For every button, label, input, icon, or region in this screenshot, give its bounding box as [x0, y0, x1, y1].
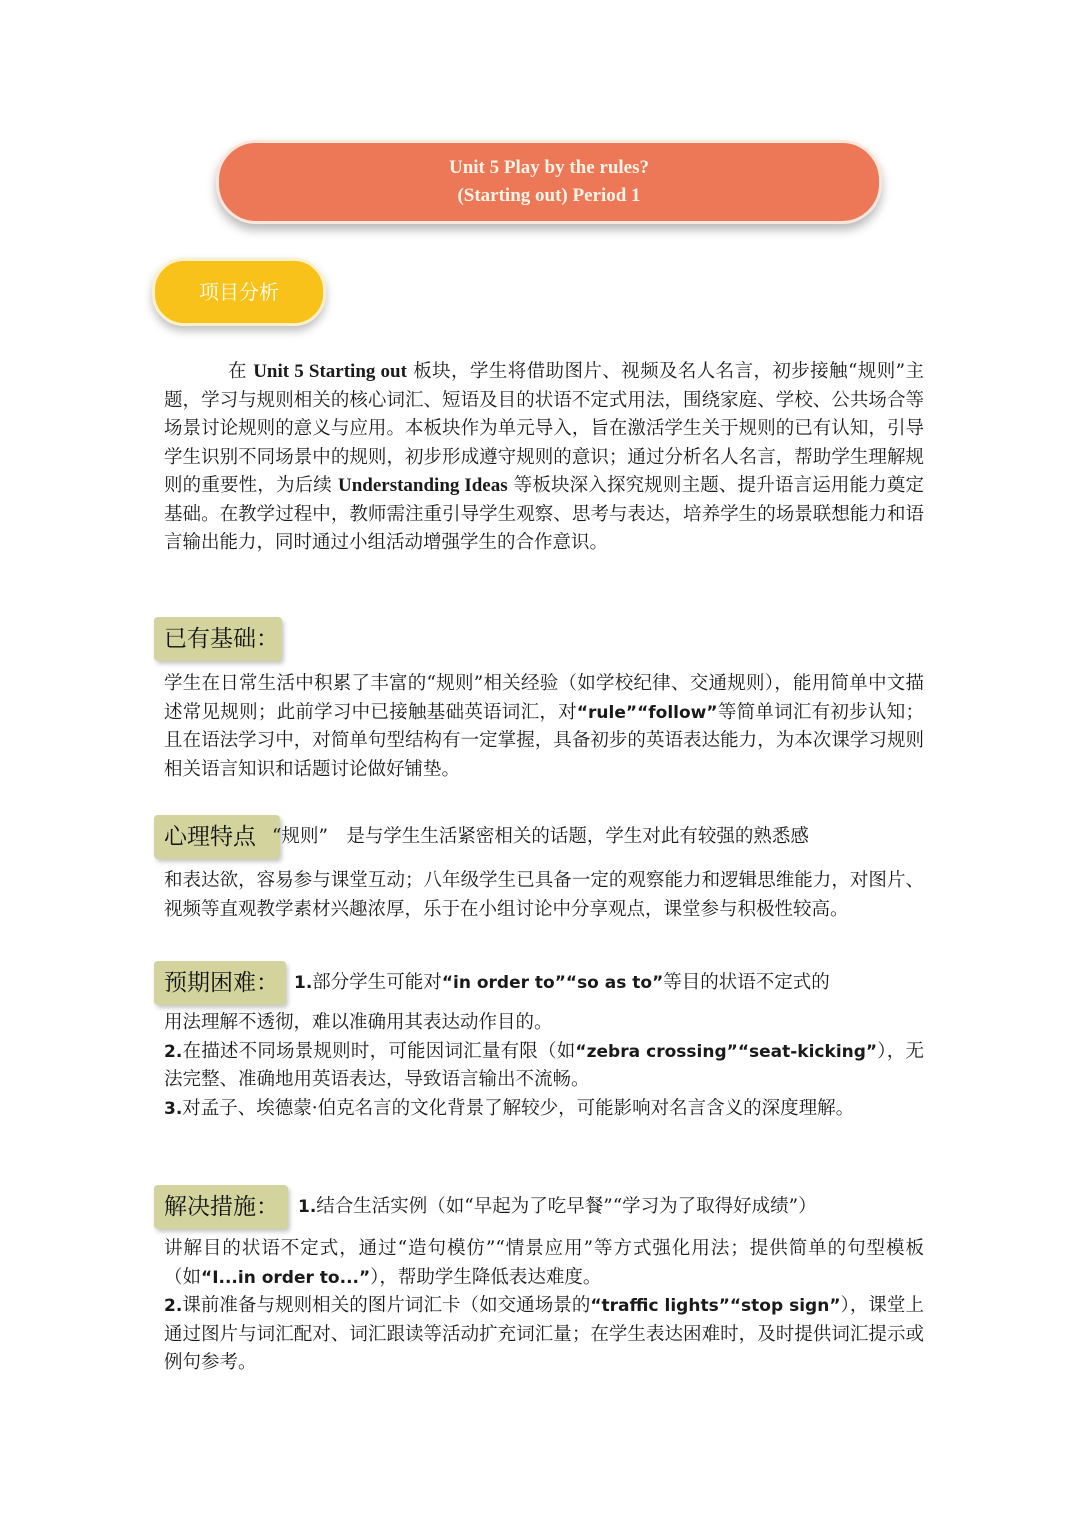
difficulty-heading: 预期困难：: [154, 961, 286, 1005]
basis-quote-follow: “follow”: [637, 702, 718, 723]
difficulty-quote-in-order-to: “in order to”: [441, 973, 566, 993]
basis-text-1: 学生在日常生活中积累了丰富的“规则”相关经验（如学校纪律、交通规则），能用简单中文描述常见规则；此前学习中已接触基础英语词汇，对: [164, 673, 924, 723]
solution-heading: 解决措施：: [154, 1185, 288, 1229]
psych-line-1: “规则” 是与学生生活紧密相关的话题，学生对此有较强的熟悉感: [272, 826, 809, 847]
solution-item-2: [164, 1292, 924, 1378]
solution-quote-traffic-lights: “traffic lights”: [590, 1296, 730, 1316]
basis-heading: 已有基础：: [154, 617, 282, 661]
solution-text-1b: 讲解目的状语不定式，通过“造句模仿”“情景应用”等方式强化用法；提供简单的句型模板（如: [164, 1238, 924, 1288]
solution-item-1-rest: [164, 1235, 924, 1292]
difficulty-num-1: 1.: [294, 973, 313, 993]
difficulty-paragraph: [164, 1009, 924, 1123]
psych-paragraph: 和表达欲，容易参与课堂互动；八年级学生已具备一定的观察能力和逻辑思维能力，对图片、视频等直观教学素材兴趣浓厚，乐于在小组讨论中分享观点，课堂参与积极性较高。: [164, 870, 924, 920]
section-badge: 项目分析: [152, 258, 326, 326]
basis-paragraph: [164, 670, 924, 784]
solution-text-2a: 课前准备与规则相关的图片词汇卡（如交通场景的: [182, 1295, 591, 1316]
difficulty-num-2: 2.: [164, 1041, 183, 1062]
title-line-1: Unit 5 Play by the rules?: [448, 157, 650, 178]
intro-text-1: 在: [228, 361, 247, 382]
basis-text-2: 等简单词汇有初步认知；且在语法学习中，对简单句型结构有一定掌握，具备初步的英语表达能力，为本次课学习规则相关语言知识和话题讨论做好铺垫。: [164, 701, 924, 780]
difficulty-num-3: 3.: [164, 1098, 183, 1119]
difficulty-text-2a: 在描述不同场景规则时，可能因词汇量有限（如: [182, 1040, 576, 1062]
basis-quote-rule: “rule”: [576, 702, 638, 723]
difficulty-quote-so-as-to: “so as to”: [565, 973, 664, 993]
difficulty-item-2: [164, 1038, 924, 1095]
intro-unit: Unit 5 Starting out: [253, 361, 407, 382]
difficulty-quote-zebra: “zebra crossing”: [575, 1041, 738, 1062]
solution-text-2b: ），课堂上通过图片与词汇配对、词汇跟读等活动扩充词汇量；在学生表达困难时，及时提供词汇提示或例句参考。: [164, 1295, 924, 1373]
solution-text-1c: ），帮助学生降低表达难度。: [370, 1266, 602, 1288]
solution-num-2: 2.: [164, 1296, 183, 1316]
psych-heading: 心理特点: [154, 815, 280, 859]
intro-text-3: 等板块深入探究规则主题、提升语言运用能力奠定基础。在教学过程中，教师需注重引导学生观察、思考与表达，培养学生的场景联想能力和语言输出能力，同时通过小组活动增强学生的合作意识。: [164, 475, 924, 553]
difficulty-text-2b: ），无法完整、准确地用英语表达，导致语言输出不流畅。: [164, 1040, 924, 1090]
difficulty-quote-seat-kicking: “seat-kicking”: [737, 1041, 878, 1062]
title-line-2: (Starting out) Period 1: [457, 185, 641, 206]
difficulty-text-1c: 用法理解不透彻，难以准确用其表达动作目的。: [164, 1012, 553, 1033]
solution-text-1a: 结合生活实例（如“早起为了吃早餐”“学习为了取得好成绩”）: [316, 1196, 817, 1217]
difficulty-text-1b: 等目的状语不定式的: [663, 972, 830, 993]
solution-quote-stop-sign: “stop sign”: [729, 1296, 841, 1316]
solution-num-1: 1.: [298, 1197, 317, 1217]
title-banner: [216, 140, 882, 224]
intro-ideas: Understanding Ideas: [337, 475, 508, 496]
solution-line-1: [298, 1193, 924, 1222]
solution-quote-template: “I...in order to...”: [201, 1267, 371, 1288]
difficulty-text-3: 对孟子、埃德蒙·伯克名言的文化背景了解较少，可能影响对名言含义的深度理解。: [182, 1097, 855, 1119]
intro-text-2: 板块，学生将借助图片、视频及名人名言，初步接触“规则”主题，学习与规则相关的核心词汇、短语及目的状语不定式用法，围绕家庭、学校、公共场合等场景讨论规则的意义与应用。本板块作为单元导入，旨在激活学生关于规则的已有认知，引导学生识别不同场景中的规则，初步形成遵守规则的意识；通过分析名人名言，帮助学生理解规则的重要性，为后续: [164, 361, 924, 496]
difficulty-item-3: [164, 1095, 924, 1124]
solution-paragraph: [164, 1235, 924, 1378]
difficulty-line-1: [294, 969, 924, 998]
intro-paragraph: [164, 358, 924, 558]
difficulty-text-1a: 部分学生可能对: [312, 972, 442, 993]
